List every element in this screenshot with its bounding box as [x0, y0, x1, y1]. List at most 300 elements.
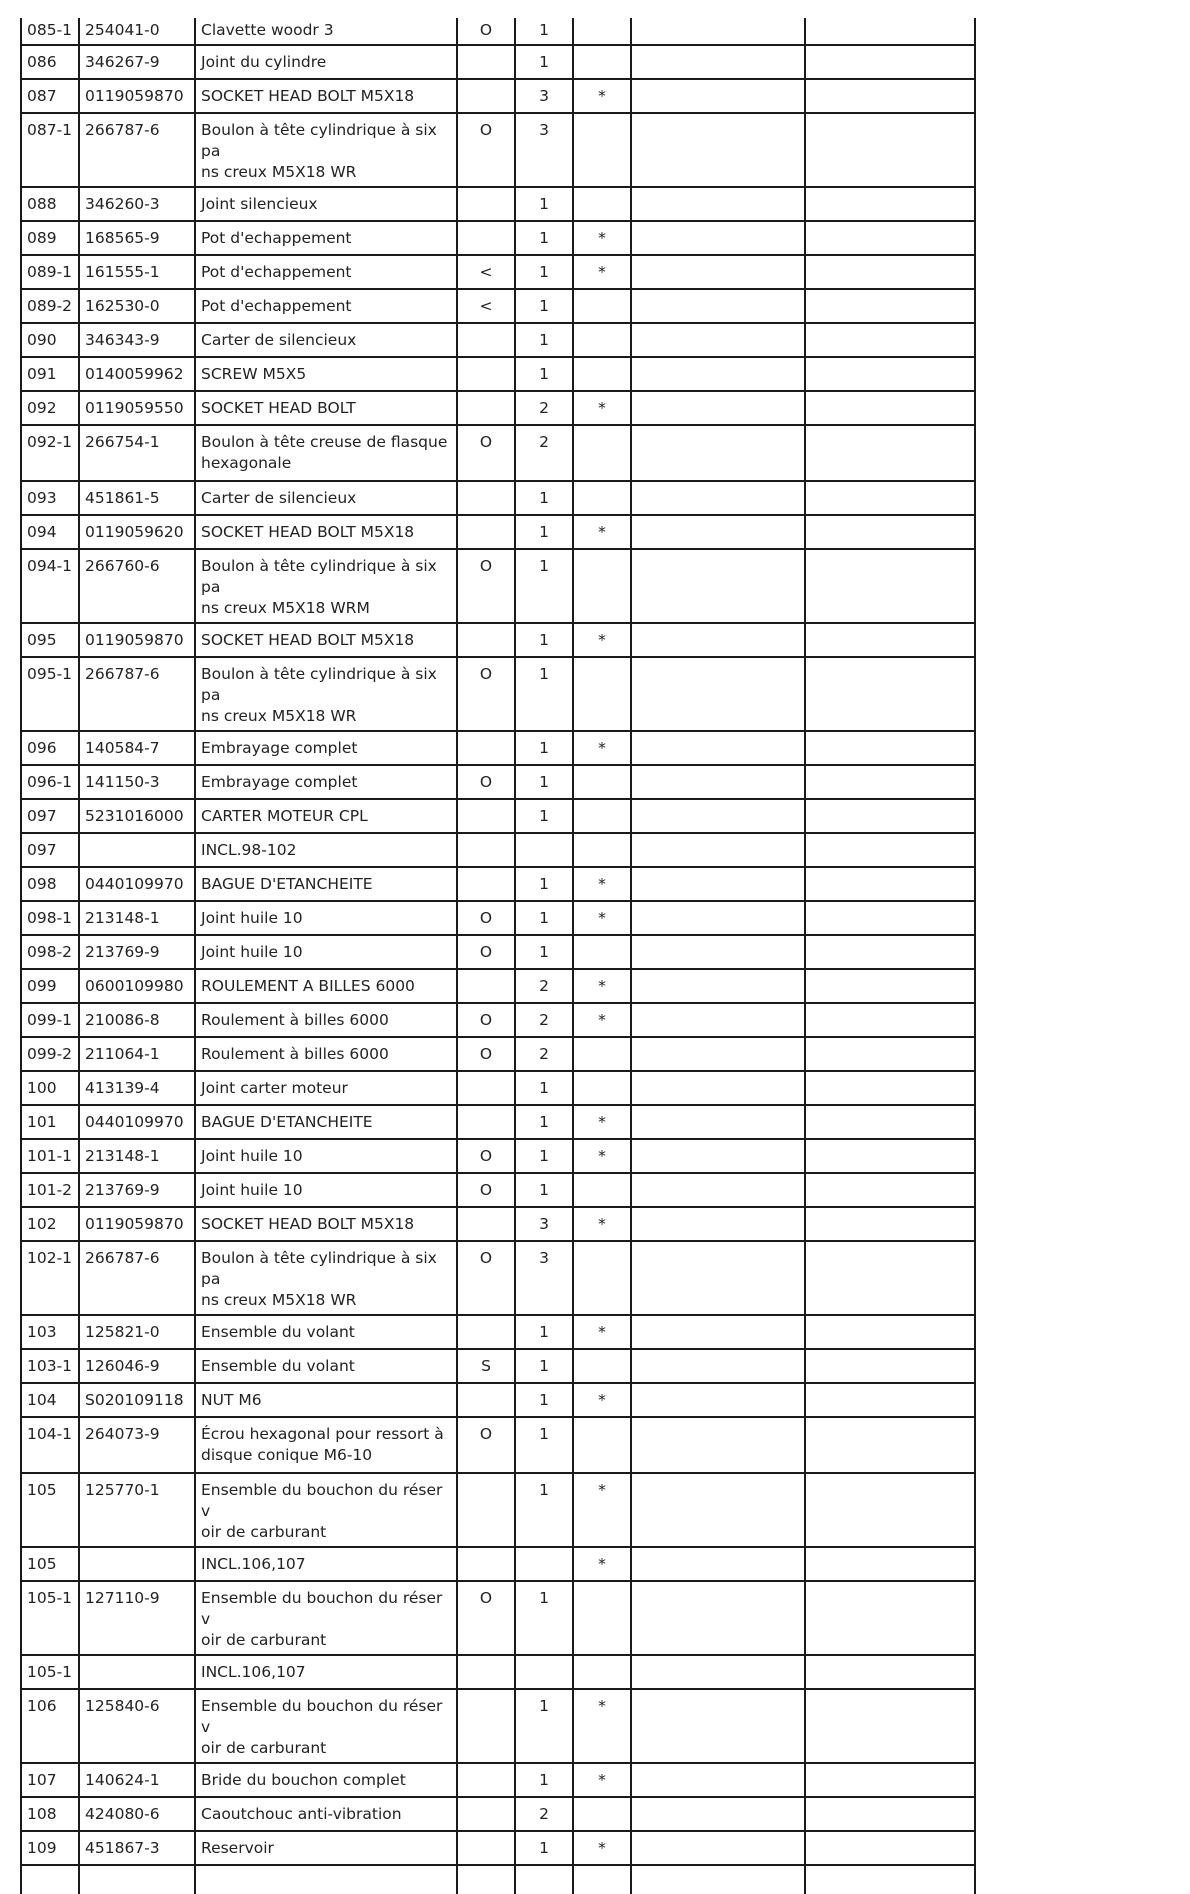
table-row: [21, 1383, 975, 1417]
description-cell: SCREW M5X5: [195, 357, 457, 391]
description-cell: Caoutchouc anti-vibration: [195, 1797, 457, 1831]
mark-cell: [573, 833, 631, 867]
table-row: [21, 1417, 975, 1473]
mark-cell: *: [573, 1689, 631, 1763]
table-row: [21, 657, 975, 731]
extra-cell-b: [805, 549, 975, 623]
mark-cell: *: [573, 1207, 631, 1241]
quantity-cell: 1: [515, 1315, 573, 1349]
description-cell: BAGUE D'ETANCHEITE: [195, 867, 457, 901]
table-row: [21, 18, 975, 45]
part-number-cell: 5231016000: [79, 799, 195, 833]
extra-cell-a: [631, 901, 805, 935]
extra-cell-a: [631, 1689, 805, 1763]
quantity-cell: 1: [515, 515, 573, 549]
extra-cell-a: [631, 549, 805, 623]
extra-cell-a: [631, 833, 805, 867]
table-row: [21, 1207, 975, 1241]
quantity-cell: 1: [515, 1349, 573, 1383]
item-number-cell: 098-2: [21, 935, 79, 969]
mark-cell: [573, 935, 631, 969]
table-row: [21, 623, 975, 657]
part-number-cell: [79, 1865, 195, 1894]
quantity-cell: 1: [515, 45, 573, 79]
note-cell: O: [457, 1139, 515, 1173]
mark-cell: *: [573, 969, 631, 1003]
note-cell: [457, 1207, 515, 1241]
item-number-cell: 102: [21, 1207, 79, 1241]
mark-cell: [573, 45, 631, 79]
table-row: [21, 1037, 975, 1071]
item-number-cell: 095-1: [21, 657, 79, 731]
item-number-cell: 097: [21, 833, 79, 867]
table-row: [21, 1831, 975, 1865]
extra-cell-a: [631, 1655, 805, 1689]
note-cell: [457, 391, 515, 425]
extra-cell-a: [631, 1763, 805, 1797]
extra-cell-b: [805, 187, 975, 221]
description-cell: SOCKET HEAD BOLT M5X18: [195, 79, 457, 113]
extra-cell-a: [631, 1547, 805, 1581]
note-cell: O: [457, 765, 515, 799]
table-row: [21, 731, 975, 765]
part-number-cell: 266787-6: [79, 113, 195, 187]
extra-cell-b: [805, 221, 975, 255]
extra-cell-b: [805, 113, 975, 187]
description-cell: SOCKET HEAD BOLT M5X18: [195, 515, 457, 549]
quantity-cell: 1: [515, 323, 573, 357]
item-number-cell: 088: [21, 187, 79, 221]
item-number-cell: 099: [21, 969, 79, 1003]
table-row: [21, 1655, 975, 1689]
note-cell: [457, 357, 515, 391]
description-cell: Roulement à billes 6000: [195, 1003, 457, 1037]
extra-cell-b: [805, 357, 975, 391]
extra-cell-a: [631, 425, 805, 481]
extra-cell-a: [631, 1865, 805, 1894]
mark-cell: *: [573, 1473, 631, 1547]
extra-cell-a: [631, 1173, 805, 1207]
quantity-cell: 2: [515, 391, 573, 425]
mark-cell: *: [573, 1315, 631, 1349]
item-number-cell: 100: [21, 1071, 79, 1105]
extra-cell-a: [631, 1315, 805, 1349]
quantity-cell: 1: [515, 657, 573, 731]
note-cell: O: [457, 1417, 515, 1473]
part-number-cell: 0119059550: [79, 391, 195, 425]
extra-cell-b: [805, 765, 975, 799]
extra-cell-a: [631, 79, 805, 113]
table-row: [21, 901, 975, 935]
description-cell: Joint huile 10: [195, 935, 457, 969]
extra-cell-b: [805, 731, 975, 765]
table-row: [21, 833, 975, 867]
extra-cell-a: [631, 1037, 805, 1071]
part-number-cell: 424080-6: [79, 1797, 195, 1831]
description-cell: Bride du bouchon complet: [195, 1763, 457, 1797]
mark-cell: *: [573, 79, 631, 113]
note-cell: <: [457, 289, 515, 323]
description-cell: NUT M6: [195, 1383, 457, 1417]
mark-cell: *: [573, 391, 631, 425]
quantity-cell: 1: [515, 357, 573, 391]
part-number-cell: 213769-9: [79, 1173, 195, 1207]
description-cell: Carter de silencieux: [195, 481, 457, 515]
quantity-cell: 1: [515, 1689, 573, 1763]
quantity-cell: 2: [515, 969, 573, 1003]
mark-cell: [573, 1071, 631, 1105]
quantity-cell: 1: [515, 1071, 573, 1105]
part-number-cell: 126046-9: [79, 1349, 195, 1383]
table-row: [21, 799, 975, 833]
quantity-cell: 1: [515, 187, 573, 221]
quantity-cell: 3: [515, 1207, 573, 1241]
note-cell: O: [457, 1003, 515, 1037]
table-row: [21, 1581, 975, 1655]
table-row: [21, 481, 975, 515]
mark-cell: [573, 1037, 631, 1071]
description-cell: Joint huile 10: [195, 901, 457, 935]
description-cell: Reservoir: [195, 1831, 457, 1865]
part-number-cell: 0119059870: [79, 623, 195, 657]
part-number-cell: 125821-0: [79, 1315, 195, 1349]
table-row: [21, 425, 975, 481]
item-number-cell: 104-1: [21, 1417, 79, 1473]
quantity-cell: 1: [515, 1139, 573, 1173]
part-number-cell: 213148-1: [79, 1139, 195, 1173]
table-row: [21, 1547, 975, 1581]
note-cell: [457, 1865, 515, 1894]
note-cell: [457, 515, 515, 549]
table-row: [21, 187, 975, 221]
description-cell: Roulement à billes 6000: [195, 1037, 457, 1071]
part-number-cell: [79, 833, 195, 867]
table-row: [21, 1003, 975, 1037]
quantity-cell: 1: [515, 1105, 573, 1139]
quantity-cell: 1: [515, 935, 573, 969]
item-number-cell: 106: [21, 1689, 79, 1763]
item-number-cell: 101: [21, 1105, 79, 1139]
note-cell: [457, 1105, 515, 1139]
mark-cell: *: [573, 731, 631, 765]
part-number-cell: [79, 1655, 195, 1689]
part-number-cell: 451861-5: [79, 481, 195, 515]
extra-cell-b: [805, 79, 975, 113]
mark-cell: [573, 18, 631, 45]
note-cell: [457, 187, 515, 221]
table-row: [21, 1349, 975, 1383]
note-cell: O: [457, 935, 515, 969]
note-cell: [457, 867, 515, 901]
note-cell: [457, 45, 515, 79]
extra-cell-a: [631, 289, 805, 323]
description-cell: Pot d'echappement: [195, 289, 457, 323]
quantity-cell: [515, 1655, 573, 1689]
extra-cell-a: [631, 187, 805, 221]
extra-cell-a: [631, 623, 805, 657]
extra-cell-b: [805, 623, 975, 657]
extra-cell-a: [631, 731, 805, 765]
quantity-cell: 1: [515, 799, 573, 833]
item-number-cell: 108: [21, 1797, 79, 1831]
mark-cell: *: [573, 221, 631, 255]
description-cell: INCL.106,107: [195, 1547, 457, 1581]
extra-cell-b: [805, 969, 975, 1003]
extra-cell-b: [805, 1139, 975, 1173]
part-number-cell: 140584-7: [79, 731, 195, 765]
part-number-cell: 264073-9: [79, 1417, 195, 1473]
mark-cell: *: [573, 901, 631, 935]
table-row: [21, 1241, 975, 1315]
table-row: [21, 289, 975, 323]
quantity-cell: 1: [515, 1383, 573, 1417]
item-number-cell: 089-1: [21, 255, 79, 289]
quantity-cell: 1: [515, 901, 573, 935]
item-number-cell: 096-1: [21, 765, 79, 799]
parts-list-sheet: [20, 18, 974, 1894]
extra-cell-a: [631, 1207, 805, 1241]
table-row: [21, 1071, 975, 1105]
part-number-cell: 161555-1: [79, 255, 195, 289]
item-number-cell: 103-1: [21, 1349, 79, 1383]
note-cell: [457, 1383, 515, 1417]
extra-cell-a: [631, 18, 805, 45]
quantity-cell: 1: [515, 18, 573, 45]
mark-cell: *: [573, 515, 631, 549]
part-number-cell: 346260-3: [79, 187, 195, 221]
mark-cell: [573, 1797, 631, 1831]
quantity-cell: 1: [515, 731, 573, 765]
item-number-cell: 098: [21, 867, 79, 901]
note-cell: O: [457, 657, 515, 731]
description-cell: Pot d'echappement: [195, 221, 457, 255]
note-cell: [457, 1655, 515, 1689]
quantity-cell: 2: [515, 1003, 573, 1037]
part-number-cell: 125840-6: [79, 1689, 195, 1763]
item-number-cell: 101-1: [21, 1139, 79, 1173]
extra-cell-a: [631, 867, 805, 901]
note-cell: [457, 221, 515, 255]
extra-cell-b: [805, 1071, 975, 1105]
extra-cell-b: [805, 289, 975, 323]
description-cell: SOCKET HEAD BOLT M5X18: [195, 1207, 457, 1241]
item-number-cell: 094: [21, 515, 79, 549]
quantity-cell: 1: [515, 289, 573, 323]
table-row: [21, 1473, 975, 1547]
description-cell: [195, 1865, 457, 1894]
quantity-cell: 1: [515, 1173, 573, 1207]
table-row: [21, 79, 975, 113]
item-number-cell: 099-2: [21, 1037, 79, 1071]
item-number-cell: 105: [21, 1473, 79, 1547]
quantity-cell: 1: [515, 1417, 573, 1473]
part-number-cell: 210086-8: [79, 1003, 195, 1037]
note-cell: [457, 1763, 515, 1797]
note-cell: [457, 969, 515, 1003]
item-number-cell: 097: [21, 799, 79, 833]
extra-cell-a: [631, 935, 805, 969]
extra-cell-b: [805, 1383, 975, 1417]
item-number-cell: 092: [21, 391, 79, 425]
part-number-cell: 0119059870: [79, 79, 195, 113]
note-cell: <: [457, 255, 515, 289]
note-cell: O: [457, 1173, 515, 1207]
description-cell: Joint huile 10: [195, 1139, 457, 1173]
quantity-cell: 2: [515, 1797, 573, 1831]
extra-cell-a: [631, 1581, 805, 1655]
mark-cell: *: [573, 867, 631, 901]
quantity-cell: 2: [515, 425, 573, 481]
item-number-cell: 091: [21, 357, 79, 391]
description-cell: Boulon à tête cylindrique à six pa ns creux M5X18 WR: [195, 113, 457, 187]
mark-cell: [573, 1581, 631, 1655]
part-number-cell: 127110-9: [79, 1581, 195, 1655]
mark-cell: *: [573, 1831, 631, 1865]
description-cell: Embrayage complet: [195, 765, 457, 799]
mark-cell: *: [573, 1547, 631, 1581]
table-row: [21, 255, 975, 289]
extra-cell-b: [805, 1831, 975, 1865]
extra-cell-b: [805, 1655, 975, 1689]
table-row: [21, 357, 975, 391]
description-cell: Boulon à tête cylindrique à six pa ns creux M5X18 WR: [195, 1241, 457, 1315]
part-number-cell: 266760-6: [79, 549, 195, 623]
extra-cell-b: [805, 1173, 975, 1207]
extra-cell-a: [631, 515, 805, 549]
table-row: [21, 45, 975, 79]
description-cell: Boulon à tête cylindrique à six pa ns creux M5X18 WRM: [195, 549, 457, 623]
extra-cell-b: [805, 1797, 975, 1831]
extra-cell-a: [631, 113, 805, 187]
table-row: [21, 1689, 975, 1763]
description-cell: SOCKET HEAD BOLT M5X18: [195, 623, 457, 657]
extra-cell-b: [805, 867, 975, 901]
extra-cell-a: [631, 969, 805, 1003]
extra-cell-b: [805, 833, 975, 867]
extra-cell-b: [805, 515, 975, 549]
item-number-cell: 103: [21, 1315, 79, 1349]
mark-cell: *: [573, 1105, 631, 1139]
description-cell: CARTER MOTEUR CPL: [195, 799, 457, 833]
extra-cell-b: [805, 1315, 975, 1349]
mark-cell: [573, 289, 631, 323]
quantity-cell: [515, 1547, 573, 1581]
item-number-cell: 092-1: [21, 425, 79, 481]
description-cell: Carter de silencieux: [195, 323, 457, 357]
table-row: [21, 1315, 975, 1349]
mark-cell: [573, 799, 631, 833]
extra-cell-b: [805, 391, 975, 425]
note-cell: O: [457, 113, 515, 187]
part-number-cell: 346343-9: [79, 323, 195, 357]
description-cell: Joint du cylindre: [195, 45, 457, 79]
quantity-cell: 1: [515, 867, 573, 901]
extra-cell-b: [805, 1763, 975, 1797]
extra-cell-b: [805, 901, 975, 935]
description-cell: Ensemble du volant: [195, 1349, 457, 1383]
mark-cell: [573, 1865, 631, 1894]
table-row: [21, 391, 975, 425]
quantity-cell: 3: [515, 113, 573, 187]
table-row: [21, 113, 975, 187]
part-number-cell: 141150-3: [79, 765, 195, 799]
table-row: [21, 323, 975, 357]
item-number-cell: 109: [21, 1831, 79, 1865]
extra-cell-a: [631, 1417, 805, 1473]
description-cell: INCL.98-102: [195, 833, 457, 867]
quantity-cell: [515, 1865, 573, 1894]
quantity-cell: 1: [515, 623, 573, 657]
part-number-cell: 213148-1: [79, 901, 195, 935]
mark-cell: [573, 1655, 631, 1689]
mark-cell: [573, 1349, 631, 1383]
mark-cell: *: [573, 1003, 631, 1037]
extra-cell-a: [631, 255, 805, 289]
item-number-cell: [21, 1865, 79, 1894]
extra-cell-b: [805, 1865, 975, 1894]
description-cell: BAGUE D'ETANCHEITE: [195, 1105, 457, 1139]
note-cell: [457, 1071, 515, 1105]
mark-cell: *: [573, 1383, 631, 1417]
mark-cell: [573, 1173, 631, 1207]
extra-cell-b: [805, 799, 975, 833]
note-cell: [457, 323, 515, 357]
description-cell: Joint carter moteur: [195, 1071, 457, 1105]
description-cell: Joint silencieux: [195, 187, 457, 221]
extra-cell-a: [631, 45, 805, 79]
table-row: [21, 549, 975, 623]
description-cell: Écrou hexagonal pour ressort à disque conique M6-10: [195, 1417, 457, 1473]
parts-table: [20, 18, 976, 1894]
part-number-cell: 0440109970: [79, 867, 195, 901]
note-cell: [457, 1547, 515, 1581]
table-row: [21, 935, 975, 969]
note-cell: [457, 623, 515, 657]
item-number-cell: 099-1: [21, 1003, 79, 1037]
extra-cell-b: [805, 45, 975, 79]
table-row: [21, 969, 975, 1003]
quantity-cell: 1: [515, 765, 573, 799]
description-cell: INCL.106,107: [195, 1655, 457, 1689]
mark-cell: [573, 549, 631, 623]
quantity-cell: 2: [515, 1037, 573, 1071]
item-number-cell: 105: [21, 1547, 79, 1581]
part-number-cell: 451867-3: [79, 1831, 195, 1865]
part-number-cell: 213769-9: [79, 935, 195, 969]
item-number-cell: 107: [21, 1763, 79, 1797]
extra-cell-b: [805, 323, 975, 357]
mark-cell: [573, 187, 631, 221]
table-row-empty: [21, 1865, 975, 1894]
note-cell: O: [457, 901, 515, 935]
item-number-cell: 086: [21, 45, 79, 79]
quantity-cell: 1: [515, 1763, 573, 1797]
note-cell: [457, 481, 515, 515]
mark-cell: [573, 481, 631, 515]
note-cell: O: [457, 1581, 515, 1655]
description-cell: Boulon à tête creuse de flasque hexagonale: [195, 425, 457, 481]
part-number-cell: 0119059620: [79, 515, 195, 549]
description-cell: Joint huile 10: [195, 1173, 457, 1207]
extra-cell-b: [805, 1349, 975, 1383]
extra-cell-b: [805, 1473, 975, 1547]
table-row: [21, 221, 975, 255]
extra-cell-b: [805, 1207, 975, 1241]
part-number-cell: 168565-9: [79, 221, 195, 255]
extra-cell-a: [631, 1139, 805, 1173]
extra-cell-b: [805, 657, 975, 731]
note-cell: [457, 1315, 515, 1349]
